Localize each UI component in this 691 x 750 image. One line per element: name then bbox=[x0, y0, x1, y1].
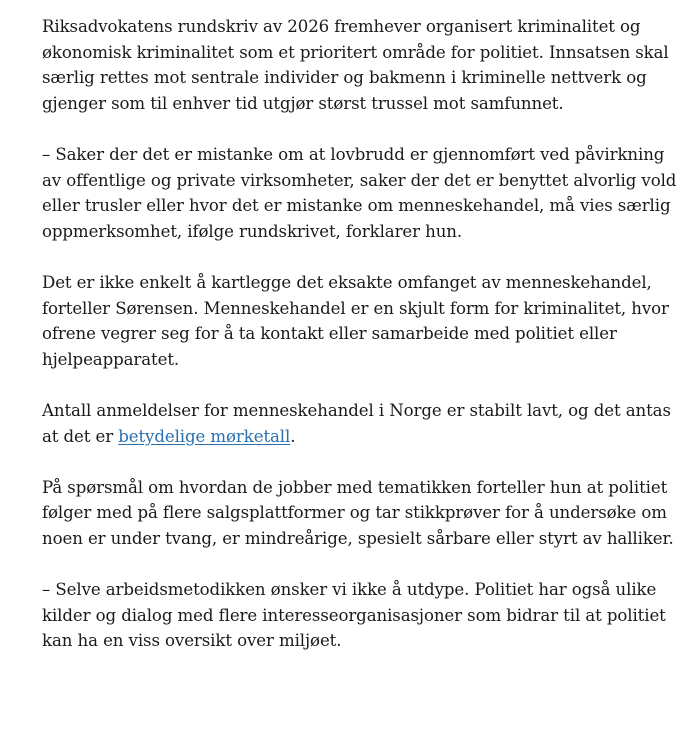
paragraph-reports bbox=[42, 398, 682, 449]
paragraph-reports-text: Antall anmeldelser for menneskehandel i Norge er stabilt lavt, og det antas at det er bbox=[42, 400, 671, 446]
dark-figures-link[interactable]: betydelige mørketall bbox=[118, 426, 291, 446]
paragraph-reports-end: . bbox=[290, 426, 296, 446]
article-body bbox=[42, 14, 682, 679]
paragraph-scope-mapping: Det er ikke enkelt å kartlegge det eksakte omfanget av menneskehandel, forteller Sørensen. Menneskehandel er en skjult form for kriminalitet, hvor ofrene vegrer seg for å ta kontakt eller samarbeide med politiet eller hjelpeapparatet. bbox=[42, 272, 669, 369]
paragraph-quote-methods: – Selve arbeidsmetodikken ønsker vi ikke å utdype. Politiet har også ulike kilder og dialog med flere interesseorganisasjoner som bidrar til at politiet kan ha en viss oversikt over miljøet. bbox=[42, 580, 666, 651]
paragraph-methods: På spørsmål om hvordan de jobber med tematikken forteller hun at politiet følger med på flere salgsplattformer og tar stikkprøver for å undersøke om noen er under tvang, er mindreårige, spesielt sårbare eller styrt av halliker. bbox=[42, 477, 674, 548]
paragraph-prioritized-crime: Riksadvokatens rundskriv av 2026 fremhever organisert kriminalitet og økonomisk kriminalitet som et prioritert område for politiet. Innsatsen skal særlig rettes mot sentrale individer og bakmenn i kriminelle nettverk og gjenger som til enhver tid utgjør størst trussel mot samfunnet. bbox=[42, 17, 669, 113]
paragraph-quote-cases: – Saker der det er mistanke om at lovbrudd er gjennomført ved påvirkning av offentlige og private virksomheter, saker der det er benyttet alvorlig vold eller trusler eller hvor det er mistanke om menneskehandel, må vies særlig oppmerksomhet, ifølge rundskrivet, forklarer hun. bbox=[42, 144, 677, 241]
